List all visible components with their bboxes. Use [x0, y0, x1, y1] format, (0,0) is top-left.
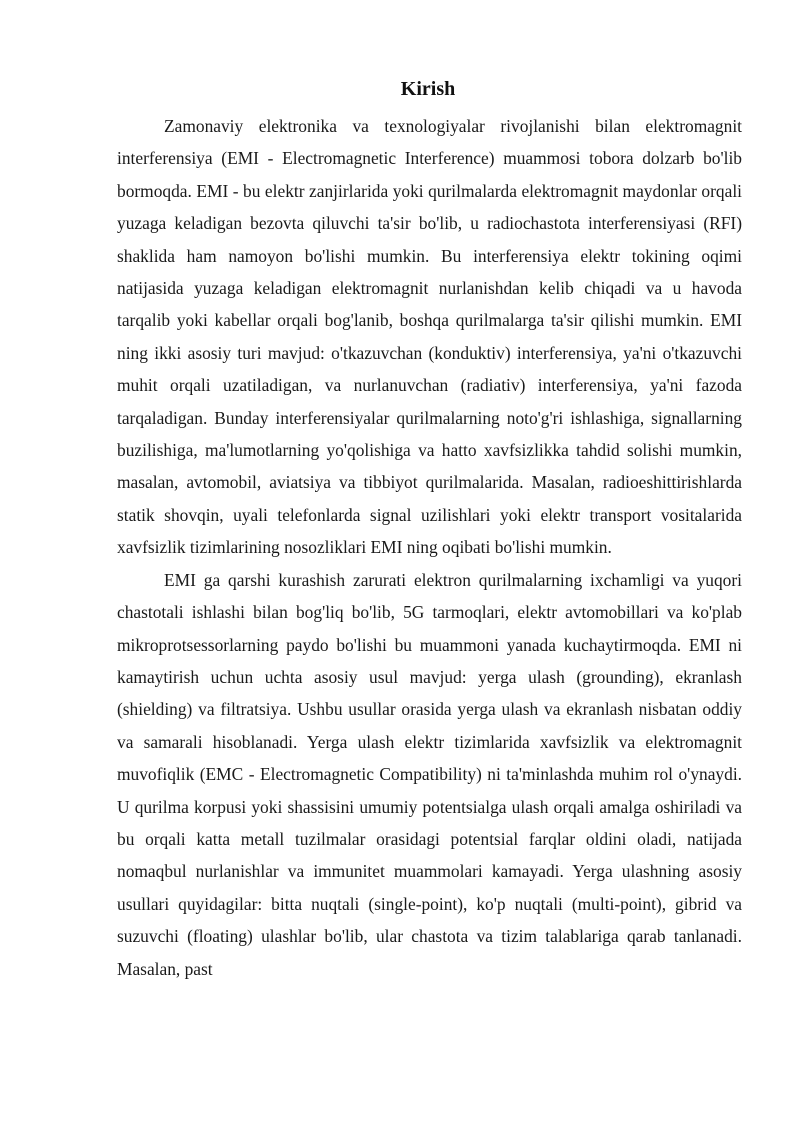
page-title: Kirish — [400, 78, 456, 100]
paragraph-1: Zamonaviy elektronika va texnologiyalar rivojlanishi bilan elektromagnit interferensiya (EMI - Electromagnetic Interference) muammosi tobora dolzarb bo'lib bormoqda. EMI - bu elektr zanjirlarida yoki qurilmalarda elektromagnit maydonlar orqali yuzaga keladigan bezovta qiluvchi ta'sir bo'lib, u radiochastota interferensiyasi (RFI) shaklida ham namoyon bo'lishi mumkin. Bu interferensiya elektr tokining oqimi natijasida yuzaga keladigan elektromagnit nurlanishdan kelib chiqadi va u havoda tarqalib yoki kabellar orqali bog'lanib, boshqa qurilmalarga ta'sir qilishi mumkin. EMI ning ikki asosiy turi mavjud: o'tkazuvchan (konduktiv) interferensiya, ya'ni o'tkazuvchi muhit orqali uzatiladigan, va nurlanuvchan (radiativ) interferensiya, ya'ni fazoda tarqaladigan. Bunday interferensiyalar qurilmalarning noto'g'ri ishlashiga, signallarning buzilishiga, ma'lumotlarning yo'qolishiga va hatto xavfsizlikka tahdid solishi mumkin, masalan, avtomobil, aviatsiya va tibbiyot qurilmalarida. Masalan, radioeshittirishlarda statik shovqin, uyali telefonlarda signal uzilishlari yoki elektr transport vositalarida xavfsizlik tizimlarining nosozliklari EMI ning oqibati bo'lishi mumkin. — [117, 116, 742, 558]
paragraph-2: EMI ga qarshi kurashish zarurati elektron qurilmalarning ixchamligi va yuqori chastotali ishlashi bilan bog'liq bo'lib, 5G tarmoqlari, elektr avtomobillari va ko'plab mikroprotsessorlarning paydo bo'lishi bu muammoni yanada kuchaytirmoqda. EMI ni kamaytirish uchun uchta asosiy usul mavjud: yerga ulash (grounding), ekranlash (shielding) va filtratsiya. Ushbu usullar orasida yerga ulash va ekranlash nisbatan oddiy va samarali hisoblanadi. Yerga ulash elektr tizimlarida xavfsizlik va elektromagnit muvofiqlik (EMC - Electromagnetic Compatibility) ni ta'minlashda muhim rol o'ynaydi. U qurilma korpusi yoki shassisini umumiy potentsialga ulash orqali amalga oshiriladi va bu orqali katta metall tuzilmalar orasidagi potentsial farqlar oldini oladi, natijada nomaqbul nurlanishlar va immunitet muammolari kamayadi. Yerga ulashning asosiy usullari quyidagilar: bitta nuqtali (single-point), ko'p nuqtali (multi-point), gibrid va suzuvchi (floating) ulashlar bo'lib, ular chastota va tizim talablariga qarab tanlanadi. Masalan, past — [117, 569, 742, 979]
body-text — [117, 110, 742, 985]
